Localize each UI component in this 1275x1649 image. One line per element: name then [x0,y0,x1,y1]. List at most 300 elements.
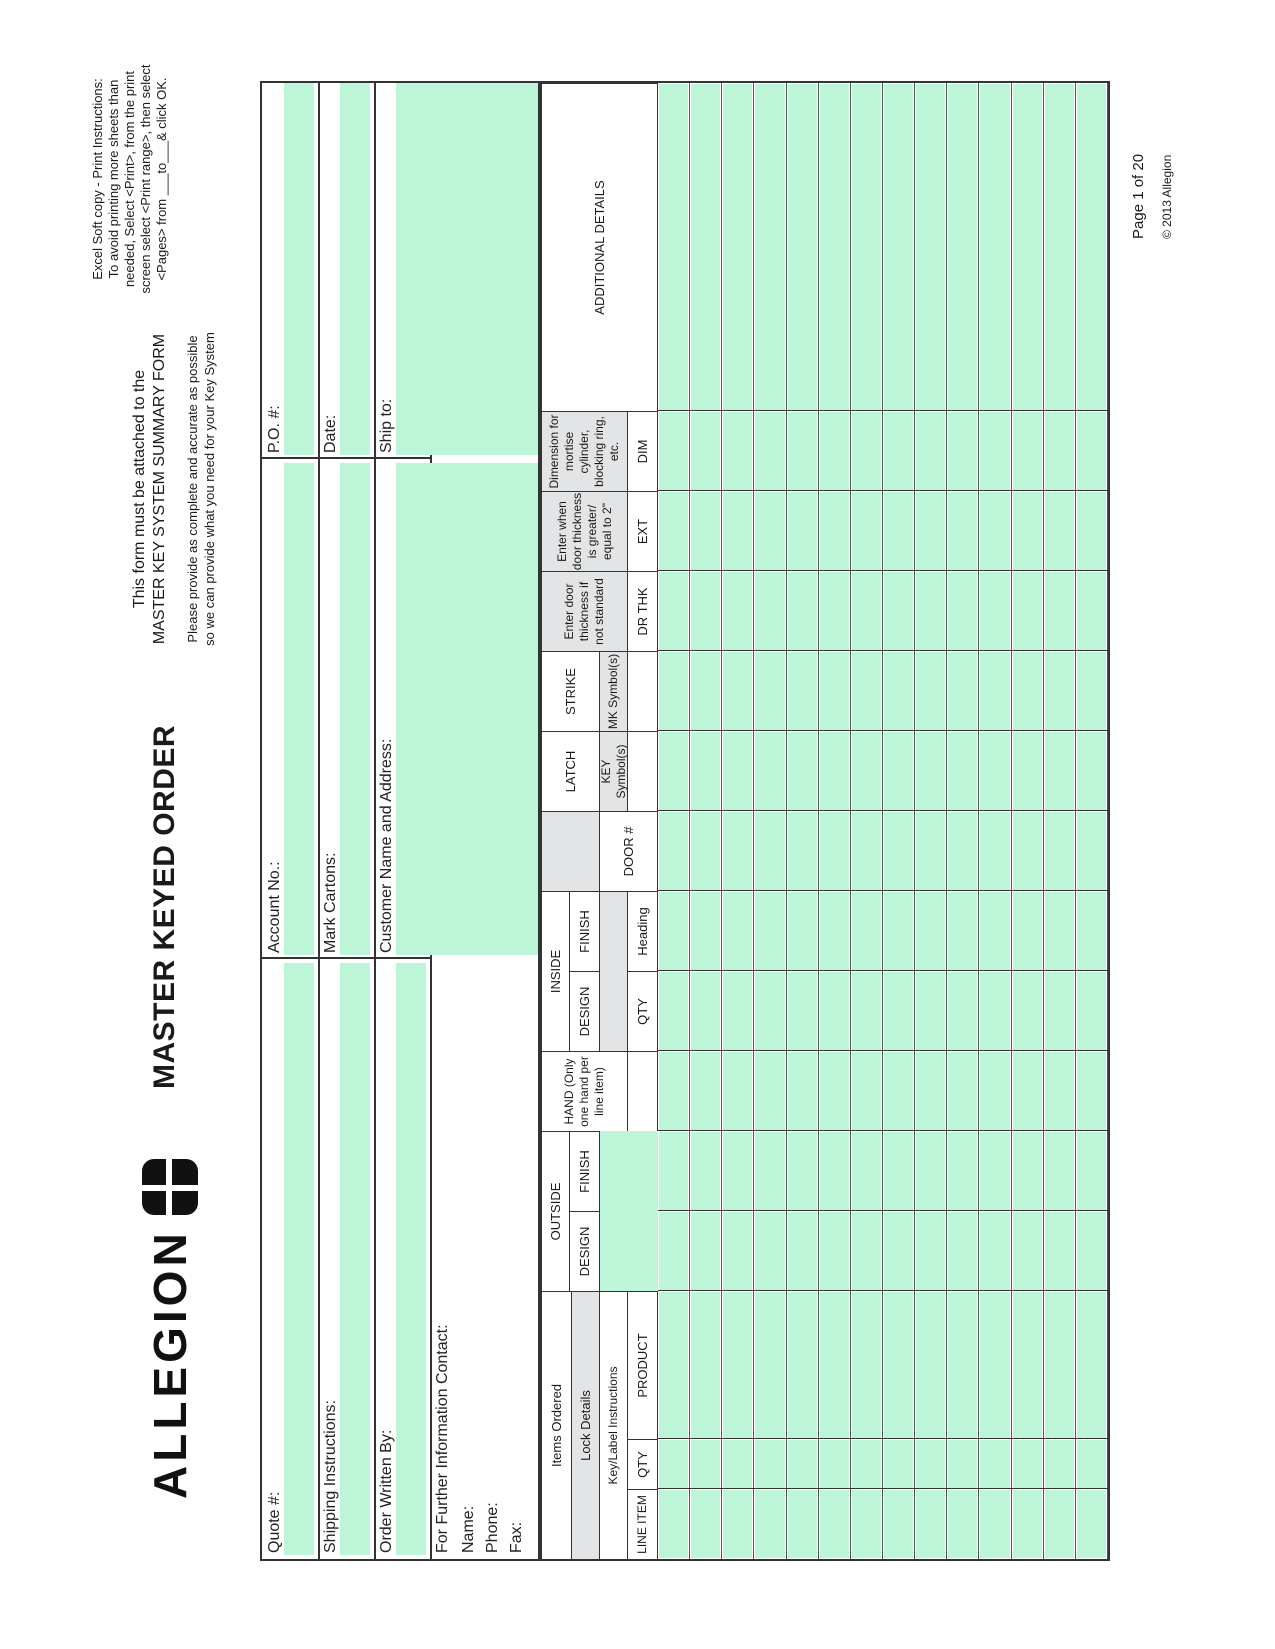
line-item-header: LINE ITEM [628,1489,658,1559]
line-item-cell[interactable] [1077,84,1106,410]
line-item-cell[interactable] [788,492,817,570]
line-item-cell[interactable] [916,652,945,730]
line-item-cell[interactable] [723,1490,752,1558]
line-item-cell[interactable] [916,572,945,650]
line-item-cell[interactable] [852,412,881,490]
line-item-cell[interactable] [884,892,913,970]
line-item-cell[interactable] [1013,1052,1042,1130]
line-item-cell[interactable] [659,1212,688,1290]
account-label: Account No.: [266,861,283,953]
line-item-cell[interactable] [1077,812,1106,890]
line-item-cell[interactable] [1045,1440,1074,1488]
column-divider [658,730,1108,731]
line-item-cell[interactable] [691,1490,720,1558]
line-item-cell[interactable] [820,84,849,410]
ship-to-input[interactable] [396,83,538,455]
line-item-cell[interactable] [852,572,881,650]
line-item-cell[interactable] [980,1052,1009,1130]
table-row [690,83,722,1559]
line-item-cell[interactable] [820,732,849,810]
line-item-cell[interactable] [1077,412,1106,490]
line-item-cell[interactable] [852,84,881,410]
line-item-cell[interactable] [980,1440,1009,1488]
table-row [658,83,690,1559]
excel-print-note [90,29,170,329]
line-item-cell[interactable] [788,972,817,1050]
line-item-cell[interactable] [820,1440,849,1488]
line-item-cell[interactable] [1077,1490,1106,1558]
line-item-cell[interactable] [659,652,688,730]
line-item-cell[interactable] [755,1490,784,1558]
line-item-cell[interactable] [691,892,720,970]
line-item-cell[interactable] [723,1440,752,1488]
line-item-cell[interactable] [788,652,817,730]
line-item-cell[interactable] [884,732,913,810]
column-divider [658,1290,1108,1291]
strike-col [628,651,658,731]
table-row [979,83,1011,1559]
line-item-cell[interactable] [755,892,784,970]
shipping-label: Shipping Instructions: [322,1400,339,1553]
line-item-cell[interactable] [884,812,913,890]
line-item-cell[interactable] [884,1292,913,1438]
column-divider [658,490,1108,491]
line-item-cell[interactable] [1013,572,1042,650]
line-item-cell[interactable] [1045,812,1074,890]
line-item-cell[interactable] [980,812,1009,890]
line-item-cell[interactable] [1077,652,1106,730]
items-ordered-header: Items Ordered [542,1291,572,1559]
contact-label: For Further Information Contact: [434,1324,451,1553]
line-item-cell[interactable] [723,492,752,570]
line-item-cell[interactable] [916,972,945,1050]
hand-header: HAND (Only one hand per line item) [542,1051,628,1131]
line-item-cell[interactable] [659,732,688,810]
line-item-cell[interactable] [1045,1132,1074,1210]
order-info-form [260,81,540,1561]
line-item-cell[interactable] [948,1292,977,1438]
line-item-cell[interactable] [1045,572,1074,650]
fax-label: Fax: [508,1521,525,1553]
po-input[interactable] [284,83,314,455]
product-header: PRODUCT [628,1291,658,1439]
line-item-cell[interactable] [723,1132,752,1210]
line-item-cell[interactable] [1077,892,1106,970]
line-item-cell[interactable] [659,1490,688,1558]
qty2-header: QTY [628,971,658,1051]
excel-line-1: Excel Soft copy - Print Instructions: [90,78,105,280]
key-label-header: Key/Label Instructions [600,1291,628,1559]
line-item-cell[interactable] [1013,892,1042,970]
dr-thk-header: DR THK [628,571,658,651]
outside-finish-header: FINISH [570,1131,600,1211]
account-input[interactable] [284,463,314,955]
line-item-cell[interactable] [980,412,1009,490]
line-item-cell[interactable] [723,652,752,730]
line-item-cell[interactable] [691,412,720,490]
line-item-cell[interactable] [916,492,945,570]
column-divider [658,570,1108,571]
line-item-cell[interactable] [755,1440,784,1488]
line-item-cell[interactable] [916,1292,945,1438]
column-divider [658,1130,1108,1131]
attach-line-2: MASTER KEY SYSTEM SUMMARY FORM [151,333,168,645]
column-divider [658,1050,1108,1051]
line-item-cell[interactable] [820,572,849,650]
line-item-cell[interactable] [980,84,1009,410]
line-item-cell[interactable] [691,652,720,730]
line-item-cell[interactable] [1077,1440,1106,1488]
line-item-cell[interactable] [948,492,977,570]
line-item-cell[interactable] [755,84,784,410]
line-item-cell[interactable] [755,1212,784,1290]
latch-header: LATCH [542,731,600,811]
line-item-cell[interactable] [788,1490,817,1558]
dim-note: Dimension for mortise cylinder, blocking ring, etc. [542,411,628,491]
order-written-input[interactable] [396,963,426,1555]
dim-header: DIM [628,411,658,491]
line-item-cell[interactable] [948,652,977,730]
column-divider [658,1210,1108,1211]
line-item-cell[interactable] [948,1132,977,1210]
line-item-cell[interactable] [948,84,977,410]
line-item-cell[interactable] [1045,1052,1074,1130]
line-item-cell[interactable] [1045,84,1074,410]
line-item-cell[interactable] [980,892,1009,970]
line-item-cell[interactable] [1013,732,1042,810]
brand-wordmark: ALLEGION [144,1229,196,1499]
line-item-cell[interactable] [852,652,881,730]
line-item-cell[interactable] [916,1052,945,1130]
outside-design-header: DESIGN [570,1211,600,1291]
table-row [819,83,851,1559]
excel-line-3: needed, Select <Print>, from the print [122,70,137,288]
line-item-cell[interactable] [1077,492,1106,570]
heading-qty-shade [600,891,628,1051]
line-item-cell[interactable] [723,1212,752,1290]
line-item-cell[interactable] [1045,732,1074,810]
line-item-cell[interactable] [659,1440,688,1488]
line-item-cell[interactable] [884,1052,913,1130]
line-item-cell[interactable] [1013,972,1042,1050]
line-item-cell[interactable] [884,1490,913,1558]
line-item-cell[interactable] [820,412,849,490]
line-item-cell[interactable] [1045,1490,1074,1558]
column-divider [658,1488,1108,1489]
line-item-cell[interactable] [884,84,913,410]
line-item-cell[interactable] [852,1052,881,1130]
column-divider [658,410,1108,411]
line-item-cell[interactable] [980,1490,1009,1558]
line-item-cell[interactable] [820,1292,849,1438]
line-item-cell[interactable] [852,972,881,1050]
ext-header: EXT [628,491,658,571]
line-item-cell[interactable] [788,572,817,650]
line-item-cell[interactable] [1013,1440,1042,1488]
line-item-cell[interactable] [1045,412,1074,490]
line-item-cell[interactable] [820,1132,849,1210]
line-item-cell[interactable] [948,1490,977,1558]
outside-header: OUTSIDE [542,1131,570,1291]
table-row [851,83,883,1559]
excel-line-4: screen select <Print range>, then select [138,64,153,294]
column-divider [658,1438,1108,1439]
line-item-cell[interactable] [755,972,784,1050]
line-item-cell[interactable] [755,812,784,890]
line-item-cell[interactable] [820,1212,849,1290]
line-item-cell[interactable] [820,492,849,570]
mark-cartons-input[interactable] [340,463,370,955]
line-item-cell[interactable] [723,892,752,970]
line-item-cell[interactable] [884,1440,913,1488]
line-item-cell[interactable] [916,812,945,890]
column-divider [658,970,1108,971]
attach-line-3: Please provide as complete and accurate as possible [185,335,200,643]
line-item-cell[interactable] [723,412,752,490]
line-item-cell[interactable] [755,732,784,810]
inside-finish-header: FINISH [570,891,600,971]
line-item-cell[interactable] [659,812,688,890]
line-item-cell[interactable] [659,1292,688,1438]
line-item-cell[interactable] [980,1292,1009,1438]
line-item-cell[interactable] [820,1490,849,1558]
heading-header: Heading [628,891,658,971]
qty-header: QTY [628,1439,658,1489]
line-item-cell[interactable] [1045,652,1074,730]
line-item-cell[interactable] [916,892,945,970]
line-item-cell[interactable] [852,1212,881,1290]
line-item-cell[interactable] [788,1052,817,1130]
line-item-cell[interactable] [948,572,977,650]
line-item-cell[interactable] [980,732,1009,810]
table-row [1076,83,1108,1559]
line-item-cell[interactable] [691,1292,720,1438]
line-item-cell[interactable] [1077,572,1106,650]
additional-details-header: ADDITIONAL DETAILS [542,83,658,411]
allegion-logo [140,1159,200,1499]
line-item-cell[interactable] [948,412,977,490]
quote-label: Quote #: [266,1491,283,1553]
line-item-cell[interactable] [852,1292,881,1438]
line-item-cell[interactable] [1045,972,1074,1050]
line-item-cell[interactable] [659,84,688,410]
line-item-cell[interactable] [1013,84,1042,410]
line-item-cell[interactable] [980,652,1009,730]
line-item-cell[interactable] [1077,1212,1106,1290]
hand-col [628,1051,658,1131]
phone-label: Phone: [484,1502,501,1553]
line-item-cell[interactable] [1013,412,1042,490]
line-item-cell[interactable] [916,1132,945,1210]
line-item-cell[interactable] [659,1132,688,1210]
line-item-cell[interactable] [916,1440,945,1488]
line-item-cell[interactable] [755,572,784,650]
line-item-cell[interactable] [980,492,1009,570]
dr-thk-note: Enter door thickness if not standard [542,571,628,651]
line-item-cell[interactable] [916,1212,945,1290]
line-item-cell[interactable] [1045,1212,1074,1290]
excel-line-5: <Pages> from ___to___& click OK. [154,77,169,281]
page-number: Page 1 of 20 [1130,153,1147,239]
line-item-cell[interactable] [884,412,913,490]
line-item-cell[interactable] [788,412,817,490]
line-item-cell[interactable] [691,1052,720,1130]
door-header: DOOR # [600,811,658,891]
line-item-cell[interactable] [980,1132,1009,1210]
line-item-cell[interactable] [1077,732,1106,810]
line-item-cell[interactable] [691,1132,720,1210]
line-item-cell[interactable] [788,812,817,890]
line-item-cell[interactable] [788,1212,817,1290]
line-item-cell[interactable] [691,1440,720,1488]
line-item-cell[interactable] [820,652,849,730]
quote-input[interactable] [284,963,314,1555]
line-item-cell[interactable] [723,1052,752,1130]
line-item-cell[interactable] [659,412,688,490]
line-item-cell[interactable] [852,1132,881,1210]
line-item-cell[interactable] [820,1052,849,1130]
date-label: Date: [322,414,339,453]
line-item-cell[interactable] [788,84,817,410]
line-item-rows [658,83,1108,1559]
line-item-cell[interactable] [788,732,817,810]
line-item-cell[interactable] [916,412,945,490]
copyright: © 2013 Allegion [1160,154,1174,239]
line-item-cell[interactable] [980,1212,1009,1290]
line-item-cell[interactable] [916,732,945,810]
line-item-table [540,81,1110,1561]
date-input[interactable] [340,83,370,455]
line-item-cell[interactable] [884,972,913,1050]
line-item-cell[interactable] [755,652,784,730]
line-item-cell[interactable] [852,812,881,890]
line-item-cell[interactable] [852,492,881,570]
line-item-cell[interactable] [1077,972,1106,1050]
line-item-cell[interactable] [788,892,817,970]
line-item-cell[interactable] [948,892,977,970]
customer-address-input[interactable] [396,463,538,955]
line-item-cell[interactable] [948,1440,977,1488]
order-written-label: Order Written By: [378,1429,395,1553]
line-item-cell[interactable] [1013,1132,1042,1210]
line-item-cell[interactable] [948,1052,977,1130]
line-item-cell[interactable] [884,652,913,730]
column-divider [658,650,1108,651]
line-item-cell[interactable] [948,1212,977,1290]
line-item-cell[interactable] [884,492,913,570]
table-row [787,83,819,1559]
line-item-cell[interactable] [1013,1212,1042,1290]
mark-cartons-label: Mark Cartons: [322,852,339,953]
line-item-cell[interactable] [755,1052,784,1130]
line-item-cell[interactable] [916,84,945,410]
allegion-mark-icon [142,1159,198,1215]
line-item-cell[interactable] [852,1490,881,1558]
line-item-cell[interactable] [1013,1490,1042,1558]
line-item-cell[interactable] [1013,1292,1042,1438]
line-item-cell[interactable] [980,972,1009,1050]
line-item-cell[interactable] [948,972,977,1050]
line-item-cell[interactable] [659,492,688,570]
line-item-cell[interactable] [723,812,752,890]
line-item-cell[interactable] [788,1292,817,1438]
table-row [1044,83,1076,1559]
line-item-cell[interactable] [820,972,849,1050]
table-row [1012,83,1044,1559]
line-item-cell[interactable] [723,972,752,1050]
line-item-cell[interactable] [755,1292,784,1438]
line-item-cell[interactable] [659,572,688,650]
line-item-cell[interactable] [723,84,752,410]
line-item-cell[interactable] [659,892,688,970]
line-item-cell[interactable] [916,1490,945,1558]
inside-header: INSIDE [542,891,570,1051]
line-item-cell[interactable] [1045,892,1074,970]
line-item-cell[interactable] [659,972,688,1050]
line-item-cell[interactable] [755,412,784,490]
line-item-cell[interactable] [948,812,977,890]
column-divider [658,890,1108,891]
line-item-cell[interactable] [852,892,881,970]
line-item-cell[interactable] [691,732,720,810]
line-item-cell[interactable] [1013,652,1042,730]
line-item-cell[interactable] [788,1440,817,1488]
table-row [915,83,947,1559]
line-item-cell[interactable] [820,812,849,890]
line-item-cell[interactable] [1077,1292,1106,1438]
table-row [722,83,754,1559]
latch-col [628,731,658,811]
line-item-cell[interactable] [852,732,881,810]
key-symbol-header: KEY Symbol(s) [600,731,628,811]
line-item-cell[interactable] [788,1132,817,1210]
line-item-cell[interactable] [820,892,849,970]
line-item-cell[interactable] [755,1132,784,1210]
line-item-cell[interactable] [723,1292,752,1438]
line-item-cell[interactable] [884,1212,913,1290]
door-shade [542,811,600,891]
line-item-cell[interactable] [691,812,720,890]
attach-line-4: so we can provide what you need for your Key System [202,332,217,646]
line-item-cell[interactable] [691,84,720,410]
line-item-cell[interactable] [980,572,1009,650]
line-item-cell[interactable] [852,1440,881,1488]
line-item-cell[interactable] [1077,1132,1106,1210]
line-item-cell[interactable] [948,732,977,810]
line-item-cell[interactable] [691,572,720,650]
excel-line-2: To avoid printing more sheets than [106,79,121,279]
line-item-cell[interactable] [1013,492,1042,570]
line-item-cell[interactable] [1045,1292,1074,1438]
attach-line-1: This form must be attached to the [131,369,148,609]
line-item-cell[interactable] [723,572,752,650]
line-item-cell[interactable] [659,1052,688,1130]
line-item-cell[interactable] [691,492,720,570]
line-item-cell[interactable] [884,1132,913,1210]
line-item-cell[interactable] [1013,812,1042,890]
line-item-cell[interactable] [723,732,752,810]
strike-header: STRIKE [542,651,600,731]
line-item-cell[interactable] [1045,492,1074,570]
line-item-cell[interactable] [755,492,784,570]
line-item-cell[interactable] [884,572,913,650]
shipping-input[interactable] [340,963,370,1555]
line-item-cell[interactable] [1077,1052,1106,1130]
line-item-cell[interactable] [691,1212,720,1290]
line-item-cell[interactable] [691,972,720,1050]
lock-details-header: Lock Details [572,1291,600,1559]
table-row [883,83,915,1559]
